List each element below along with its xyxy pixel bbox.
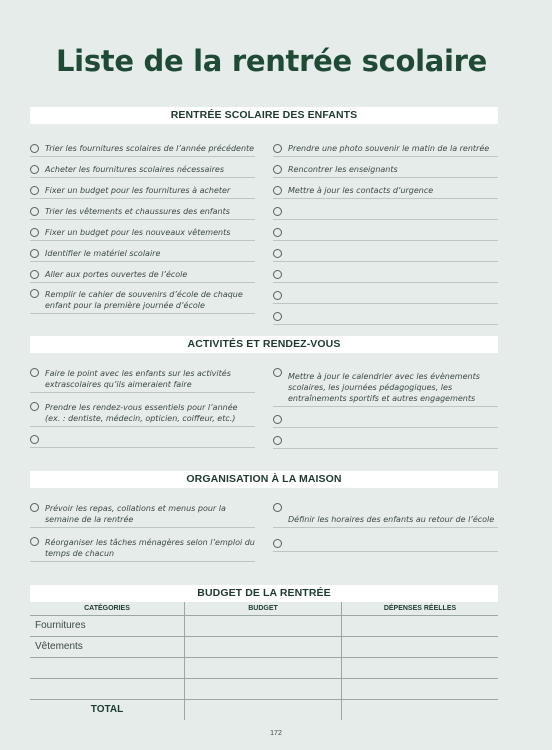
depenses-cell[interactable] <box>342 658 498 678</box>
checklist-item[interactable]: Remplir le cahier de souvenirs d’école de chaque enfant pour la première journée d’école <box>30 283 255 314</box>
checkbox-circle-icon[interactable] <box>30 207 39 216</box>
checkbox-circle-icon[interactable] <box>273 503 282 512</box>
checkbox-circle-icon[interactable] <box>273 436 282 445</box>
checklist-item-blank[interactable] <box>273 528 498 552</box>
category-cell[interactable] <box>30 658 185 678</box>
page-title: Liste de la rentrée scolaire <box>56 44 488 78</box>
checkbox-circle-icon[interactable] <box>273 207 282 216</box>
budget-table <box>30 602 498 720</box>
checklist-item[interactable]: Réorganiser les tâches ménagères selon l’emploi du temps de chacun <box>30 528 255 562</box>
total-budget-cell[interactable] <box>185 700 342 720</box>
checklist-item-blank[interactable] <box>273 262 498 283</box>
depenses-cell[interactable] <box>342 637 498 657</box>
checklist-column-left <box>30 363 255 448</box>
category-cell[interactable] <box>30 679 185 699</box>
checklist-item[interactable]: Trier les fournitures scolaires de l’année précédente <box>30 136 255 157</box>
checkbox-circle-icon[interactable] <box>273 144 282 153</box>
section-heading: RENTRÉE SCOLAIRE DES ENFANTS <box>30 107 498 124</box>
checkbox-circle-icon[interactable] <box>30 368 39 377</box>
budget-cell[interactable] <box>185 616 342 636</box>
page-number: 172 <box>270 730 282 737</box>
section-organisation-maison <box>30 471 498 563</box>
checklist-item[interactable]: Trier les vêtements et chaussures des enfants <box>30 199 255 220</box>
checkbox-circle-icon[interactable] <box>30 165 39 174</box>
section-heading: BUDGET DE LA RENTRÉE <box>30 585 498 602</box>
checklist-item-blank[interactable] <box>273 407 498 428</box>
checkbox-circle-icon[interactable] <box>273 539 282 548</box>
checkbox-circle-icon[interactable] <box>30 503 39 512</box>
budget-cell[interactable] <box>185 658 342 678</box>
checkbox-circle-icon[interactable] <box>273 249 282 258</box>
checklist-item[interactable]: Identifier le matériel scolaire <box>30 241 255 262</box>
checklist-column-left <box>30 136 255 314</box>
checkbox-circle-icon[interactable] <box>30 144 39 153</box>
table-row <box>30 637 498 658</box>
checklist-item[interactable]: Mettre à jour le calendrier avec les évènements scolaires, les journées pédagogiques, les entraînements sportifs et autres engagements <box>273 363 498 407</box>
table-row <box>30 616 498 637</box>
checklist-item[interactable]: Prévoir les repas, collations et menus pour la semaine de la rentrée <box>30 498 255 528</box>
table-row <box>30 658 498 679</box>
checklist-item[interactable]: Acheter les fournitures scolaires nécessaires <box>30 157 255 178</box>
checklist-item-blank[interactable] <box>273 283 498 304</box>
checkbox-circle-icon[interactable] <box>30 435 39 444</box>
section-activites-rendez-vous <box>30 336 498 451</box>
checkbox-circle-icon[interactable] <box>273 228 282 237</box>
checklist-item[interactable]: Définir les horaires des enfants au retour de l’école <box>273 498 498 528</box>
checklist-column-right <box>273 498 498 552</box>
checklist-item-blank[interactable] <box>273 199 498 220</box>
checkbox-circle-icon[interactable] <box>30 186 39 195</box>
depenses-cell[interactable] <box>342 616 498 636</box>
checkbox-circle-icon[interactable] <box>30 228 39 237</box>
checkbox-circle-icon[interactable] <box>30 402 39 411</box>
section-rentree-enfants <box>30 107 498 321</box>
checklist-item[interactable]: Prendre une photo souvenir le matin de la rentrée <box>273 136 498 157</box>
checklist-item-blank[interactable] <box>273 428 498 449</box>
checkbox-circle-icon[interactable] <box>273 186 282 195</box>
checkbox-circle-icon[interactable] <box>30 289 39 298</box>
budget-cell[interactable] <box>185 679 342 699</box>
checklist-item[interactable]: Faire le point avec les enfants sur les activités extrascolaires qu’ils aimeraient faire <box>30 363 255 393</box>
checklist-column-right <box>273 363 498 449</box>
section-heading: ACTIVITÉS ET RENDEZ-VOUS <box>30 336 498 353</box>
section-budget <box>30 585 498 723</box>
budget-cell[interactable] <box>185 637 342 657</box>
checkbox-circle-icon[interactable] <box>273 165 282 174</box>
checklist-item-blank[interactable] <box>273 220 498 241</box>
depenses-cell[interactable] <box>342 679 498 699</box>
checkbox-circle-icon[interactable] <box>30 537 39 546</box>
checklist-item[interactable]: Aller aux portes ouvertes de l’école <box>30 262 255 283</box>
checkbox-circle-icon[interactable] <box>273 291 282 300</box>
total-label: TOTAL <box>30 700 185 720</box>
column-header-budget: BUDGET <box>185 602 342 615</box>
checklist-item-blank[interactable] <box>273 304 498 325</box>
section-heading: ORGANISATION À LA MAISON <box>30 471 498 488</box>
category-cell: Fournitures <box>30 616 185 636</box>
checklist-item-blank[interactable] <box>273 241 498 262</box>
column-header-categories: CATÉGORIES <box>30 602 185 615</box>
table-header-row <box>30 602 498 616</box>
table-total-row <box>30 700 498 720</box>
checklist-column-right <box>273 136 498 325</box>
checklist-item[interactable]: Rencontrer les enseignants <box>273 157 498 178</box>
checklist-item[interactable]: Fixer un budget pour les fournitures à acheter <box>30 178 255 199</box>
checklist-item-blank[interactable] <box>30 427 255 448</box>
checklist-column-left <box>30 498 255 562</box>
checklist-item[interactable]: Prendre les rendez-vous essentiels pour l’année (ex. : dentiste, médecin, opticien, coiffeur, etc.) <box>30 393 255 427</box>
checkbox-circle-icon[interactable] <box>273 415 282 424</box>
column-header-depenses: DÉPENSES RÉELLES <box>383 605 457 612</box>
table-row <box>30 679 498 700</box>
category-cell: Vêtements <box>30 637 185 657</box>
checklist-item[interactable]: Mettre à jour les contacts d’urgence <box>273 178 498 199</box>
checkbox-circle-icon[interactable] <box>30 249 39 258</box>
checklist-item[interactable]: Fixer un budget pour les nouveaux vêtements <box>30 220 255 241</box>
checkbox-circle-icon[interactable] <box>273 312 282 321</box>
total-depenses-cell[interactable] <box>342 700 498 720</box>
checkbox-circle-icon[interactable] <box>273 270 282 279</box>
checkbox-circle-icon[interactable] <box>30 270 39 279</box>
checkbox-circle-icon[interactable] <box>273 368 282 377</box>
